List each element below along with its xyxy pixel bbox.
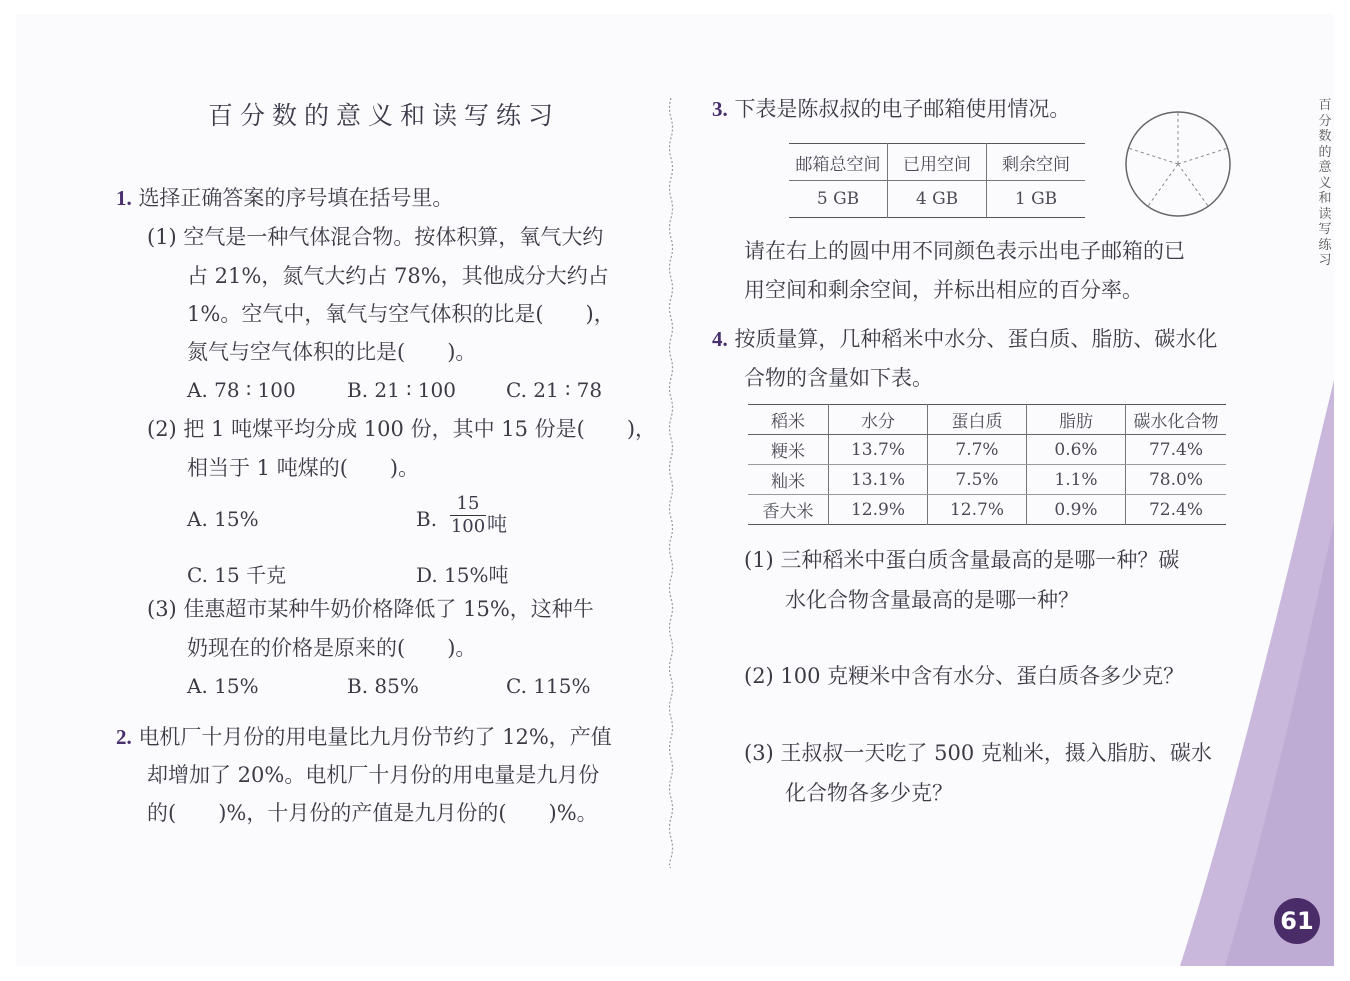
side-title: 百分数的意义和读写练习 <box>1318 98 1332 268</box>
table-cell: 0.6% <box>1027 435 1126 465</box>
q1-part2-line: (2) 把 1 吨煤平均分成 100 份，其中 15 份是( )， <box>147 417 657 441</box>
q1-part1-line: 1%。空气中，氧气与空气体积的比是( )， <box>187 302 615 326</box>
question-number: 4. <box>712 327 728 351</box>
center-divider <box>667 98 675 868</box>
table-row <box>748 495 1226 525</box>
q1-part1-line: 占 21%，氮气大约占 78%，其他成分大约占 <box>187 264 609 288</box>
question-text: 电机厂十月份的用电量比九月份节约了 12%，产值 <box>138 725 612 749</box>
question-text: 按质量算，几种稻米中水分、蛋白质、脂肪、碳水化 <box>734 327 1218 351</box>
fraction-denominator: 100 <box>450 516 486 537</box>
table-header: 已用空间 <box>888 144 987 181</box>
q4-sub3-line: (3) 王叔叔一天吃了 500 克籼米，摄入脂肪、碳水 <box>744 741 1212 765</box>
q4-sub1-line: (1) 三种稻米中蛋白质含量最高的是哪一种？碳 <box>744 548 1180 572</box>
question-number: 3. <box>712 97 728 121</box>
table-cell: 78.0% <box>1126 465 1227 495</box>
table-row <box>789 181 1085 218</box>
question-4 <box>712 327 1217 351</box>
option-c: C. 21 ∶ 78 <box>506 378 603 402</box>
table-cell: 4 GB <box>888 181 987 218</box>
q3-line: 请在右上的圆中用不同颜色表示出电子邮箱的已 <box>744 239 1185 263</box>
table-header-row <box>789 144 1085 181</box>
question-2 <box>116 725 612 749</box>
page-title: 百分数的意义和读写练习 <box>208 101 561 130</box>
option-c: C. 115% <box>506 674 591 698</box>
table-cell: 13.1% <box>829 465 928 495</box>
blank-circle-diagram <box>1124 110 1232 218</box>
q1-part1-line: (1) 空气是一种气体混合物。按体积算，氧气大约 <box>147 225 604 249</box>
option-b: B. 85% <box>347 674 419 698</box>
option-b: B. 21 ∶ 100 <box>347 378 456 402</box>
table-cell: 香大米 <box>748 495 829 525</box>
table-row <box>748 465 1226 495</box>
question-number: 2. <box>116 725 132 749</box>
option-b: B. <box>416 507 438 531</box>
email-usage-table <box>789 143 1085 218</box>
question-1 <box>116 186 453 210</box>
table-header: 水分 <box>829 405 928 435</box>
q1-part3-line: (3) 佳惠超市某种牛奶价格降低了 15%，这种牛 <box>147 597 594 621</box>
page-number: 61 <box>1274 898 1320 944</box>
table-cell: 1 GB <box>1014 189 1058 209</box>
table-header: 蛋白质 <box>928 405 1027 435</box>
table-cell: 7.7% <box>928 435 1027 465</box>
q4-line: 合物的含量如下表。 <box>744 366 933 390</box>
table-cell: 7.5% <box>928 465 1027 495</box>
q2-line: 的( )%，十月份的产值是九月份的( )%。 <box>147 801 598 825</box>
table-cell: 粳米 <box>748 435 829 465</box>
table-cell: 12.9% <box>829 495 928 525</box>
table-header: 邮箱总空间 <box>789 144 888 181</box>
q1-part2-line: 相当于 1 吨煤的( )。 <box>187 456 420 480</box>
question-text: 下表是陈叔叔的电子邮箱使用情况。 <box>734 97 1071 121</box>
option-a: A. 15% <box>187 507 259 531</box>
option-a: A. 15% <box>187 674 259 698</box>
table-cell: 籼米 <box>748 465 829 495</box>
table-header-row <box>748 405 1226 435</box>
option-c: C. 15 千克 <box>187 563 287 587</box>
table-header: 碳水化合物 <box>1126 405 1227 435</box>
question-3 <box>712 97 1070 121</box>
fraction-numerator: 15 <box>456 493 480 514</box>
fraction <box>450 494 486 537</box>
question-number: 1. <box>116 186 132 210</box>
question-text: 选择正确答案的序号填在括号里。 <box>138 186 454 210</box>
table-cell: 72.4% <box>1148 499 1203 520</box>
q1-part3-line: 奶现在的价格是原来的( )。 <box>187 636 477 660</box>
table-cell: 77.4% <box>1126 435 1227 465</box>
table-cell: 13.7% <box>829 435 928 465</box>
q2-line: 却增加了 20%。电机厂十月份的用电量是九月份 <box>147 763 600 787</box>
option-d: D. 15%吨 <box>416 563 509 587</box>
table-cell: 1.1% <box>1027 465 1126 495</box>
option-a: A. 78 ∶ 100 <box>187 378 296 402</box>
table-header: 剩余空间 <box>987 144 1086 181</box>
q4-sub3-line: 化合物各多少克？ <box>785 781 953 805</box>
table-cell: 0.9% <box>1027 495 1126 525</box>
rice-nutrition-table <box>748 404 1226 525</box>
q3-line: 用空间和剩余空间，并标出相应的百分率。 <box>744 278 1143 302</box>
fraction-unit: 吨 <box>487 512 507 536</box>
q1-part1-line: 氮气与空气体积的比是( )。 <box>187 340 477 364</box>
table-row <box>748 435 1226 465</box>
table-cell: 12.7% <box>928 495 1027 525</box>
q4-sub1-line: 水化合物含量最高的是哪一种？ <box>785 588 1079 612</box>
table-header: 脂肪 <box>1027 405 1126 435</box>
q4-sub2-line: (2) 100 克粳米中含有水分、蛋白质各多少克？ <box>744 664 1185 688</box>
table-header: 稻米 <box>748 405 829 435</box>
table-cell: 5 GB <box>789 181 888 218</box>
